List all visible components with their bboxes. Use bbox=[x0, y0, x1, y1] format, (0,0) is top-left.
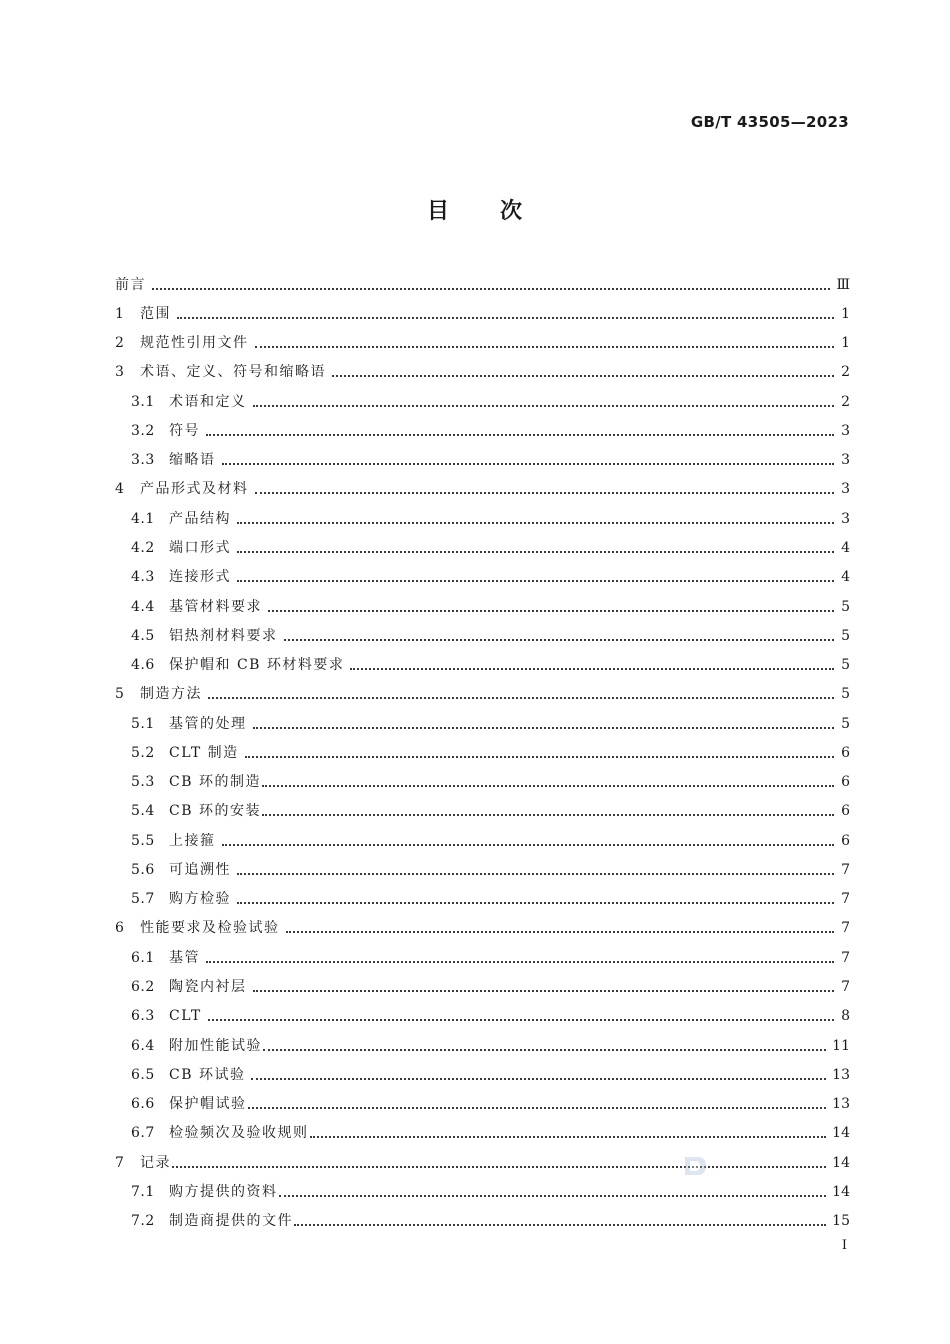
toc-entry-number: 6.4 bbox=[131, 1037, 155, 1054]
toc-entry-title: 可追溯性 bbox=[169, 861, 231, 878]
page-title bbox=[0, 194, 950, 225]
toc-entry-page: 4 bbox=[841, 540, 850, 557]
toc-entry-title: 术语和定义 bbox=[169, 393, 247, 410]
toc-entry[interactable] bbox=[115, 1031, 850, 1060]
toc-entry[interactable] bbox=[115, 943, 850, 972]
toc-entry-title: 制造商提供的文件 bbox=[169, 1213, 293, 1230]
toc-entry-page: 7 bbox=[841, 861, 850, 878]
toc-entry-page: 1 bbox=[841, 335, 850, 352]
toc-entry[interactable] bbox=[115, 738, 850, 767]
toc-entry-title: 保护帽试验 bbox=[169, 1096, 247, 1113]
toc-entry-title: CB 环的制造 bbox=[169, 774, 261, 791]
toc-entry-number: 6.2 bbox=[131, 979, 155, 995]
toc-entry-title: 端口形式 bbox=[169, 540, 231, 557]
toc-entry-title: 购方检验 bbox=[169, 891, 231, 908]
toc-entry-page: 3 bbox=[841, 510, 850, 527]
toc-entry-page: 15 bbox=[832, 1213, 850, 1230]
toc-entry-title: CB 环的安装 bbox=[169, 803, 261, 820]
toc-leader-dots bbox=[206, 961, 834, 963]
toc-entry-number: 2 bbox=[115, 335, 125, 352]
toc-entry[interactable] bbox=[115, 329, 850, 358]
toc-entry-number: 6.3 bbox=[131, 1008, 155, 1025]
toc-entry-page: 6 bbox=[841, 803, 850, 820]
toc-entry-title: 保护帽和 CB 环材料要求 bbox=[169, 657, 345, 674]
toc-entry[interactable] bbox=[115, 446, 850, 475]
toc-entry[interactable] bbox=[115, 387, 850, 416]
toc-entry-number: 6 bbox=[115, 920, 125, 937]
toc-entry[interactable] bbox=[115, 563, 850, 592]
toc-entry[interactable] bbox=[115, 592, 850, 621]
toc-entry-number: 6.6 bbox=[131, 1096, 155, 1113]
toc-entry-number: 6.1 bbox=[131, 949, 155, 966]
toc-entry-title: 附加性能试验 bbox=[169, 1037, 262, 1054]
toc-entry-title: CLT 制造 bbox=[169, 744, 239, 761]
toc-leader-dots bbox=[310, 1136, 827, 1138]
toc-entry[interactable] bbox=[115, 1119, 850, 1148]
toc-entry-title: 铝热剂材料要求 bbox=[169, 627, 278, 644]
page-title-char-2: 次 bbox=[500, 199, 524, 224]
toc-entry-page: 5 bbox=[841, 657, 850, 674]
toc-entry-number: 7.1 bbox=[131, 1183, 155, 1200]
toc-entry-page: 6 bbox=[841, 774, 850, 791]
toc-entry[interactable] bbox=[115, 475, 850, 504]
toc-leader-dots bbox=[279, 1195, 827, 1197]
toc-leader-dots bbox=[350, 668, 834, 670]
toc-entry-number: 4.1 bbox=[131, 510, 155, 527]
toc-entry-page: 14 bbox=[832, 1154, 850, 1171]
toc-entry-number: 5.1 bbox=[131, 715, 155, 732]
toc-entry-page: 4 bbox=[841, 569, 850, 586]
toc-entry-title: 范围 bbox=[140, 305, 171, 322]
toc-entry-number: 5.7 bbox=[131, 891, 155, 908]
toc-entry-title: 缩略语 bbox=[169, 452, 216, 469]
toc-entry-title: 制造方法 bbox=[140, 686, 202, 703]
toc-entry-page: 2 bbox=[841, 393, 850, 410]
toc-entry-number: 4.4 bbox=[131, 598, 155, 615]
toc-entry-title: 基管材料要求 bbox=[169, 598, 262, 615]
toc-entry-title: 产品结构 bbox=[169, 510, 231, 527]
toc-entry-number: 3.3 bbox=[131, 452, 155, 469]
toc-entry-page: 3 bbox=[841, 422, 850, 439]
toc-entry-number: 3 bbox=[115, 364, 125, 381]
toc-leader-dots bbox=[248, 1107, 827, 1109]
toc-leader-dots bbox=[208, 697, 834, 699]
toc-leader-dots bbox=[332, 375, 834, 377]
toc-entry-page: 6 bbox=[841, 744, 850, 761]
toc-entry-page: Ⅲ bbox=[836, 276, 850, 293]
toc-leader-dots bbox=[262, 785, 834, 787]
toc-entry-number: 5 bbox=[115, 686, 125, 703]
toc-entry-number: 6.5 bbox=[131, 1066, 155, 1083]
toc-entry-page: 3 bbox=[841, 481, 850, 498]
toc-entry-page: 5 bbox=[841, 686, 850, 703]
toc-leader-dots bbox=[262, 814, 834, 816]
toc-leader-dots bbox=[253, 727, 835, 729]
toc-leader-dots bbox=[255, 492, 835, 494]
toc-entry-title: 购方提供的资料 bbox=[169, 1183, 278, 1200]
toc-entry[interactable] bbox=[115, 299, 850, 328]
toc-leader-dots bbox=[206, 434, 834, 436]
toc-entry-page: 2 bbox=[841, 364, 850, 381]
toc-leader-dots bbox=[253, 405, 835, 407]
toc-entry-page: 11 bbox=[832, 1037, 850, 1054]
toc-entry[interactable] bbox=[115, 768, 850, 797]
toc-entry-number: 1 bbox=[115, 305, 125, 322]
toc-leader-dots bbox=[294, 1224, 826, 1226]
standard-number: GB/T 43505—2023 bbox=[690, 113, 849, 131]
toc-entry[interactable] bbox=[115, 416, 850, 445]
toc-leader-dots bbox=[172, 1166, 826, 1168]
toc-entry-page: 5 bbox=[841, 627, 850, 644]
toc-leader-dots bbox=[251, 1078, 826, 1080]
toc-entry[interactable] bbox=[115, 358, 850, 387]
toc-entry-title: 符号 bbox=[169, 422, 200, 439]
toc-entry-title: 前言 bbox=[115, 276, 146, 293]
toc-entry-title: 产品形式及材料 bbox=[140, 481, 249, 498]
page-title-char-1: 目 bbox=[426, 199, 450, 224]
toc-entry-page: 13 bbox=[832, 1096, 850, 1113]
toc-entry-title: 记录 bbox=[140, 1154, 171, 1171]
toc-entry-number: 4.5 bbox=[131, 627, 155, 644]
toc-entry[interactable] bbox=[115, 1002, 850, 1031]
footer-page-number: I bbox=[841, 1238, 847, 1253]
toc-entry[interactable] bbox=[115, 1207, 850, 1236]
toc-entry[interactable] bbox=[115, 533, 850, 562]
toc-entry[interactable] bbox=[115, 709, 850, 738]
toc-entry-number: 4.3 bbox=[131, 569, 155, 586]
toc-entry[interactable] bbox=[115, 972, 850, 1001]
toc-entry[interactable] bbox=[115, 1089, 850, 1118]
toc-leader-dots bbox=[253, 990, 835, 992]
toc-entry-number: 5.6 bbox=[131, 861, 155, 878]
toc-leader-dots bbox=[237, 580, 834, 582]
toc-entry-number: 6.7 bbox=[131, 1125, 155, 1142]
toc-entry-page: 7 bbox=[841, 949, 850, 966]
toc-entry-page: 13 bbox=[832, 1066, 850, 1083]
toc-entry[interactable] bbox=[115, 855, 850, 884]
toc-entry-title: 上接箍 bbox=[169, 832, 216, 849]
toc-entry[interactable] bbox=[115, 797, 850, 826]
toc-entry-number: 4.2 bbox=[131, 540, 155, 557]
toc-entry-title: 规范性引用文件 bbox=[140, 335, 249, 352]
toc-entry-title: 基管的处理 bbox=[169, 715, 247, 732]
toc-entry-title: 检验频次及验收规则 bbox=[169, 1125, 309, 1142]
toc-entry-title: 连接形式 bbox=[169, 569, 231, 586]
toc-entry-number: 5.2 bbox=[131, 744, 155, 761]
toc-leader-dots bbox=[255, 346, 835, 348]
toc-entry-number: 7 bbox=[115, 1154, 125, 1171]
toc-entry[interactable] bbox=[115, 504, 850, 533]
toc-entry-title: 性能要求及检验试验 bbox=[140, 920, 280, 937]
toc-entry[interactable] bbox=[115, 885, 850, 914]
toc-leader-dots bbox=[177, 317, 834, 319]
toc-entry[interactable] bbox=[115, 1060, 850, 1089]
toc-entry[interactable] bbox=[115, 621, 850, 650]
toc-leader-dots bbox=[152, 288, 830, 290]
toc-leader-dots bbox=[237, 873, 834, 875]
toc-leader-dots bbox=[222, 844, 835, 846]
toc-entry-number: 3.2 bbox=[131, 422, 155, 439]
toc-entry[interactable] bbox=[115, 826, 850, 855]
toc-entry-title: 陶瓷内衬层 bbox=[169, 979, 247, 995]
toc-entry-number: 5.5 bbox=[131, 832, 155, 849]
toc-leader-dots bbox=[245, 756, 834, 758]
toc-entry[interactable] bbox=[115, 680, 850, 709]
toc-leader-dots bbox=[263, 1049, 826, 1051]
toc-entry-number: 3.1 bbox=[131, 393, 155, 410]
watermark-icon bbox=[682, 1155, 708, 1177]
toc-entry-page: 14 bbox=[832, 1183, 850, 1200]
toc-entry-number: 5.3 bbox=[131, 774, 155, 791]
toc-entry-number: 4.6 bbox=[131, 657, 155, 674]
toc-entry-page: 14 bbox=[832, 1125, 850, 1142]
toc-entry-page: 5 bbox=[841, 715, 850, 732]
toc-leader-dots bbox=[268, 610, 834, 612]
toc-leader-dots bbox=[237, 551, 834, 553]
toc-leader-dots bbox=[237, 522, 834, 524]
toc-leader-dots bbox=[286, 931, 835, 933]
table-of-contents bbox=[115, 270, 850, 1236]
toc-entry-page: 7 bbox=[841, 891, 850, 908]
toc-leader-dots bbox=[237, 902, 834, 904]
toc-entry-title: CLT bbox=[169, 1008, 202, 1025]
toc-leader-dots bbox=[208, 1019, 834, 1021]
toc-leader-dots bbox=[222, 463, 835, 465]
toc-entry-page: 7 bbox=[841, 979, 850, 995]
toc-entry-number: 4 bbox=[115, 481, 125, 498]
toc-entry-title: 术语、定义、符号和缩略语 bbox=[140, 364, 326, 381]
toc-entry[interactable] bbox=[115, 1148, 850, 1177]
toc-entry-page: 1 bbox=[841, 305, 850, 322]
toc-entry-page: 3 bbox=[841, 452, 850, 469]
toc-entry-title: 基管 bbox=[169, 949, 200, 966]
toc-entry[interactable] bbox=[115, 650, 850, 679]
toc-entry-page: 6 bbox=[841, 832, 850, 849]
toc-entry-page: 8 bbox=[841, 1008, 850, 1025]
toc-entry-number: 5.4 bbox=[131, 803, 155, 820]
toc-entry-number: 7.2 bbox=[131, 1213, 155, 1230]
toc-entry-page: 7 bbox=[841, 920, 850, 937]
toc-entry[interactable] bbox=[115, 914, 850, 943]
toc-entry-title: CB 环试验 bbox=[169, 1066, 246, 1083]
toc-entry[interactable] bbox=[115, 270, 850, 299]
toc-entry[interactable] bbox=[115, 1177, 850, 1206]
toc-entry-page: 5 bbox=[841, 598, 850, 615]
toc-leader-dots bbox=[284, 639, 835, 641]
